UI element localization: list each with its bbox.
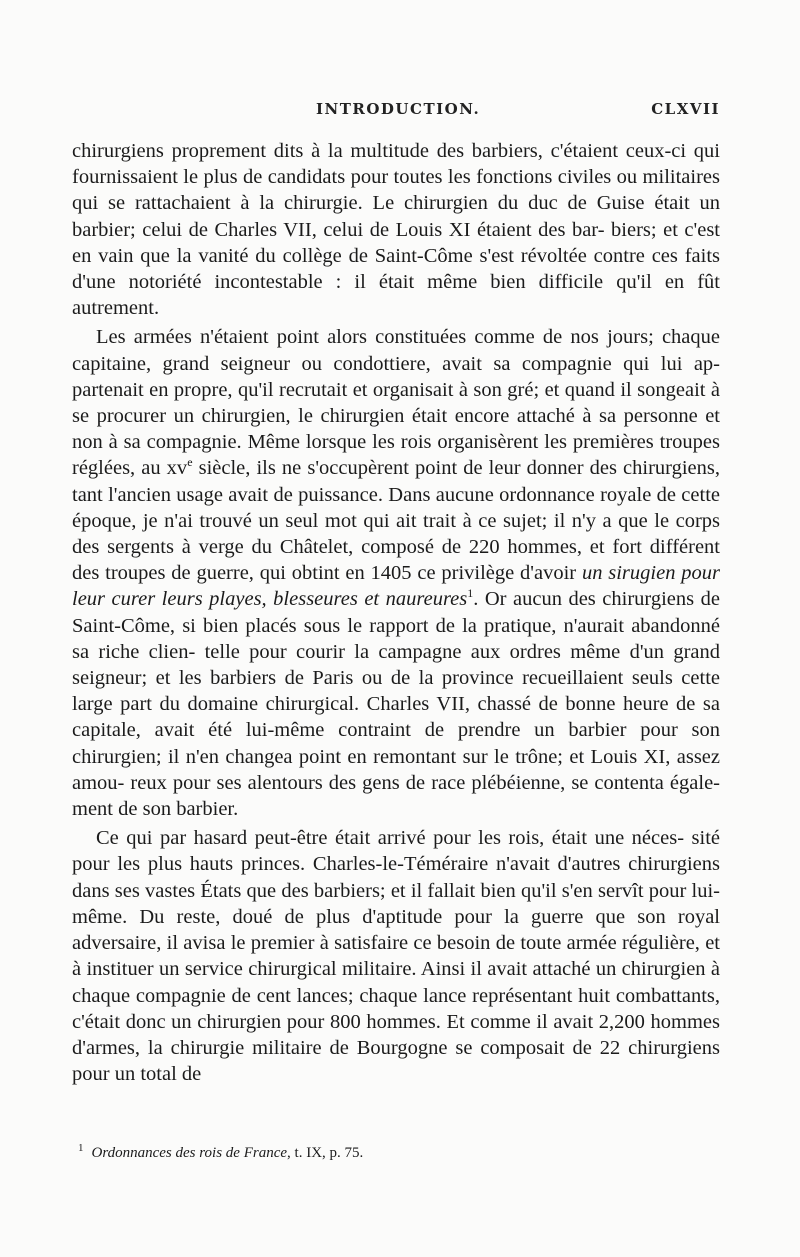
paragraph-1: chirurgiens proprement dits à la multitude des barbiers, c'étaient ceux-ci qui fournissaient le plus de candidats pour toutes les fonctions civiles ou militaires qui se rattachaient à la chirurgie. Le chirurgien du duc de Guise était un barbier; celui de Charles VII, celui de Louis XI étaient des bar- biers; et c'est en vain que la vanité du collège de Saint-Côme s'est révoltée contre ces faits d'une notoriété incontestable : il était même bien difficile qu'il en fût autrement. bbox=[72, 140, 720, 320]
footnote-title: Ordonnances des rois de France bbox=[91, 1145, 288, 1161]
footnote bbox=[78, 1138, 718, 1163]
paragraph-2-start: Les armées n'étaient point alors constituées comme de nos jours; chaque capitaine, grand seigneur ou condottiere, avait sa compagnie qui lui ap- partenait en propre, qu'il recrutait et organisait à son gré; et quand il songeait à se procurer un chirurgien, le chirurgien était encore attaché à sa personne et non à sa compagnie. Même lorsque les rois organisèrent les premières troupes réglées, au xv bbox=[72, 326, 720, 480]
paragraph-3: Ce qui par hasard peut-être était arrivé pour les rois, était une néces- sité pour les plus hauts princes. Charles-le-Téméraire n'avait d'autres chirurgiens dans ses vastes États que des barbiers; et il fallait bien qu'il s'en servît pour lui-même. Du reste, doué de plus d'aptitude pour la guerre que son royal adversaire, il avisa le premier à satisfaire ce besoin de toute armée régulière, et à instituer un service chirurgical militaire. Ainsi il avait attaché un chirurgien à chaque compagnie de cent lances; chaque lance représentant huit combattants, c'était donc un chirurgien pour 800 hommes. Et comme il avait 2,200 hommes d'armes, la chirurgie militaire de Bourgogne se composait de 22 chirurgiens pour un total de bbox=[72, 827, 720, 1086]
paragraph-2 bbox=[72, 324, 720, 822]
quoted-privilege: un sirugien pour leur curer leurs playes, blesseures et naureures bbox=[72, 562, 720, 611]
body-text bbox=[72, 138, 720, 1087]
footnote-marker: 1 bbox=[78, 1142, 84, 1154]
footnote-citation: , t. IX, p. 75. bbox=[287, 1145, 364, 1161]
footnote-separator bbox=[72, 1112, 720, 1113]
century-superscript: e bbox=[187, 455, 193, 470]
page-number: CLXVII bbox=[651, 100, 720, 118]
footnote-reference: 1 bbox=[467, 586, 474, 601]
paragraph-2-end: . Or aucun des chirurgiens de Saint-Côme, si bien placés sous le rapport de la pratique, n'aurait abandonné sa riche clien- telle pour courir la campagne aux ordres même d'un grand seigneur; et les barbiers de Paris ou de la province recueillaient seuls cette large part du domaine chirurgical. Charles VII, chassé de bonne heure de sa capitale, avait été lui-même contraint de prendre un barbier pour son chirurgien; il n'en changea point en remontant sur le trône; et Louis XI, assez amou- reux pour ses alentours des gens de race plébéienne, se contenta égale- ment de son barbier. bbox=[72, 588, 720, 821]
page-header bbox=[72, 100, 720, 132]
paragraph-2-middle: siècle, ils ne s'occupèrent point de leur donner des chirurgiens, tant l'ancien usage avait de puissance. Dans aucune ordonnance royale de cette époque, je n'ai trouvé un seul mot qui ait trait à ce sujet; il n'y a que le corps des sergents à verge du Châtelet, composé de 220 hommes, et fort différent des troupes de guerre, qui obtint en 1405 ce privilège d'avoir bbox=[72, 457, 720, 585]
running-head: INTRODUCTION. bbox=[316, 100, 481, 118]
